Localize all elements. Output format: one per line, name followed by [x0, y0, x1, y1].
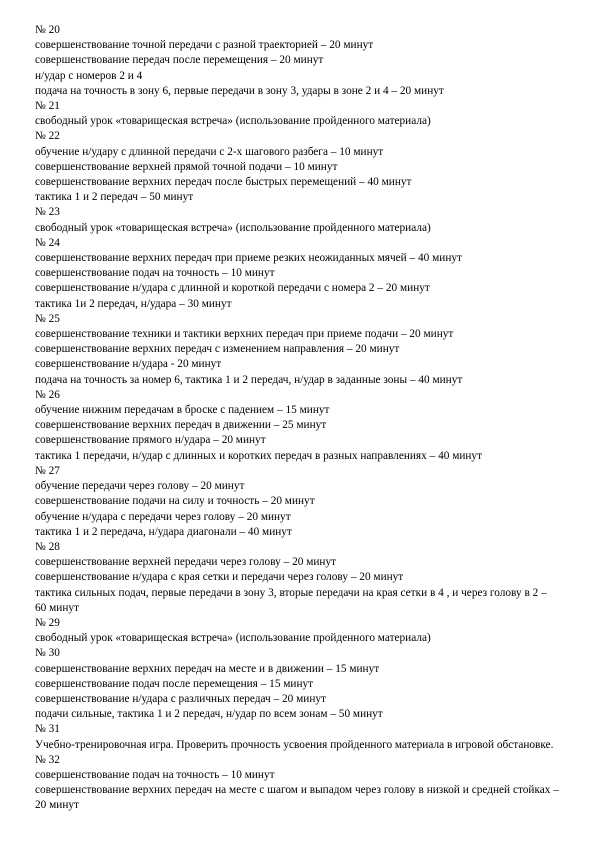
- lesson-item: подачи сильные, тактика 1 и 2 передач, н/удар по всем зонам – 50 минут: [35, 708, 383, 721]
- lesson-number: № 31: [35, 723, 60, 736]
- lesson-item: совершенствование техники и тактики верхних передач при приеме подачи – 20 минут: [35, 328, 454, 341]
- lesson-item: тактика 1 и 2 передач – 50 минут: [35, 191, 194, 204]
- lesson-item: Учебно-тренировочная игра. Проверить прочность усвоения пройденного материала в игровой обстановке.: [35, 738, 554, 751]
- lesson-item: совершенствование н/удара с края сетки и передачи через голову – 20 минут: [35, 571, 404, 584]
- lesson-item: совершенствование точной передачи с разной траекторией – 20 минут: [35, 39, 374, 52]
- lesson-item: свободный урок «товарищеская встреча» (использование пройденного материала): [35, 221, 431, 234]
- lesson-item: обучение н/удара с передачи через голову – 20 минут: [35, 510, 291, 523]
- lesson-item: тактика 1и 2 передач, н/удара – 30 минут: [35, 297, 232, 310]
- lesson-item: совершенствование верхних передач на месте с шагом и выпадом через голову в низкой и средней стойках – 20 минут: [35, 784, 559, 812]
- lesson-item: обучение передачи через голову – 20 минут: [35, 480, 245, 493]
- lesson-item: совершенствование подачи на силу и точность – 20 минут: [35, 495, 315, 508]
- lesson-item: совершенствование верхних передач с изменением направления – 20 минут: [35, 343, 400, 356]
- lesson-number: № 22: [35, 130, 60, 143]
- lesson-number: № 27: [35, 464, 60, 477]
- lesson-item: совершенствование передач после перемещения – 20 минут: [35, 54, 324, 67]
- lesson-item: совершенствование верхней передачи через голову – 20 минут: [35, 556, 337, 569]
- lesson-item: совершенствование н/удара - 20 минут: [35, 358, 222, 371]
- lesson-item: подача на точность в зону 6, первые передачи в зону 3, удары в зоне 2 и 4 – 20 минут: [35, 84, 444, 97]
- lesson-item: совершенствование верхних передач на месте и в движении – 15 минут: [35, 662, 380, 675]
- lesson-number: № 20: [35, 24, 60, 36]
- lesson-item: обучение н/удару с длинной передачи с 2-х шагового разбега – 10 минут: [35, 145, 384, 158]
- lesson-item: совершенствование подач на точность – 10 минут: [35, 768, 275, 781]
- lesson-number: № 32: [35, 753, 60, 766]
- lesson-number: № 29: [35, 616, 60, 629]
- lesson-item: совершенствование подач на точность – 10 минут: [35, 267, 275, 280]
- lesson-number: № 30: [35, 647, 60, 660]
- lesson-item: совершенствование верхних передач при приеме резких неожиданных мячей – 40 минут: [35, 252, 462, 265]
- lesson-item: совершенствование н/удара с длинной и короткой передачи с номера 2 – 20 минут: [35, 282, 430, 295]
- lesson-item: совершенствование верхних передач в движении – 25 минут: [35, 419, 327, 432]
- lesson-item: совершенствование н/удара с различных передач – 20 минут: [35, 692, 326, 705]
- lesson-item: тактика 1 передачи, н/удар с длинных и коротких передач в разных направлениях – 40 минут: [35, 449, 483, 462]
- lesson-item: н/удар с номеров 2 и 4: [35, 69, 143, 82]
- lesson-number: № 25: [35, 312, 60, 325]
- lesson-item: тактика сильных подач, первые передачи в зону 3, вторые передачи на края сетки в 4 , и через голову в 2 – 60 минут: [35, 586, 547, 614]
- lesson-item: совершенствование верхней прямой точной подачи – 10 минут: [35, 160, 338, 173]
- lesson-number: № 23: [35, 206, 60, 219]
- lesson-number: № 21: [35, 100, 60, 113]
- lesson-item: совершенствование прямого н/удара – 20 минут: [35, 434, 266, 447]
- lesson-number: № 26: [35, 388, 60, 401]
- lesson-item: тактика 1 и 2 передача, н/удара диагонали – 40 минут: [35, 525, 292, 538]
- lesson-item: свободный урок «товарищеская встреча» (использование пройденного материала): [35, 115, 431, 128]
- lesson-item: подача на точность за номер 6, тактика 1 и 2 передач, н/удар в заданные зоны – 40 минут: [35, 373, 463, 386]
- document-page: [35, 23, 559, 814]
- lesson-item: свободный урок «товарищеская встреча» (использование пройденного материала): [35, 632, 431, 645]
- lesson-number: № 28: [35, 540, 60, 553]
- lesson-item: совершенствование верхних передач после быстрых перемещений – 40 минут: [35, 176, 412, 189]
- lesson-number: № 24: [35, 236, 60, 249]
- lesson-item: совершенствование подач после перемещения – 15 минут: [35, 677, 314, 690]
- lesson-item: обучение нижним передачам в броске с падением – 15 минут: [35, 404, 330, 417]
